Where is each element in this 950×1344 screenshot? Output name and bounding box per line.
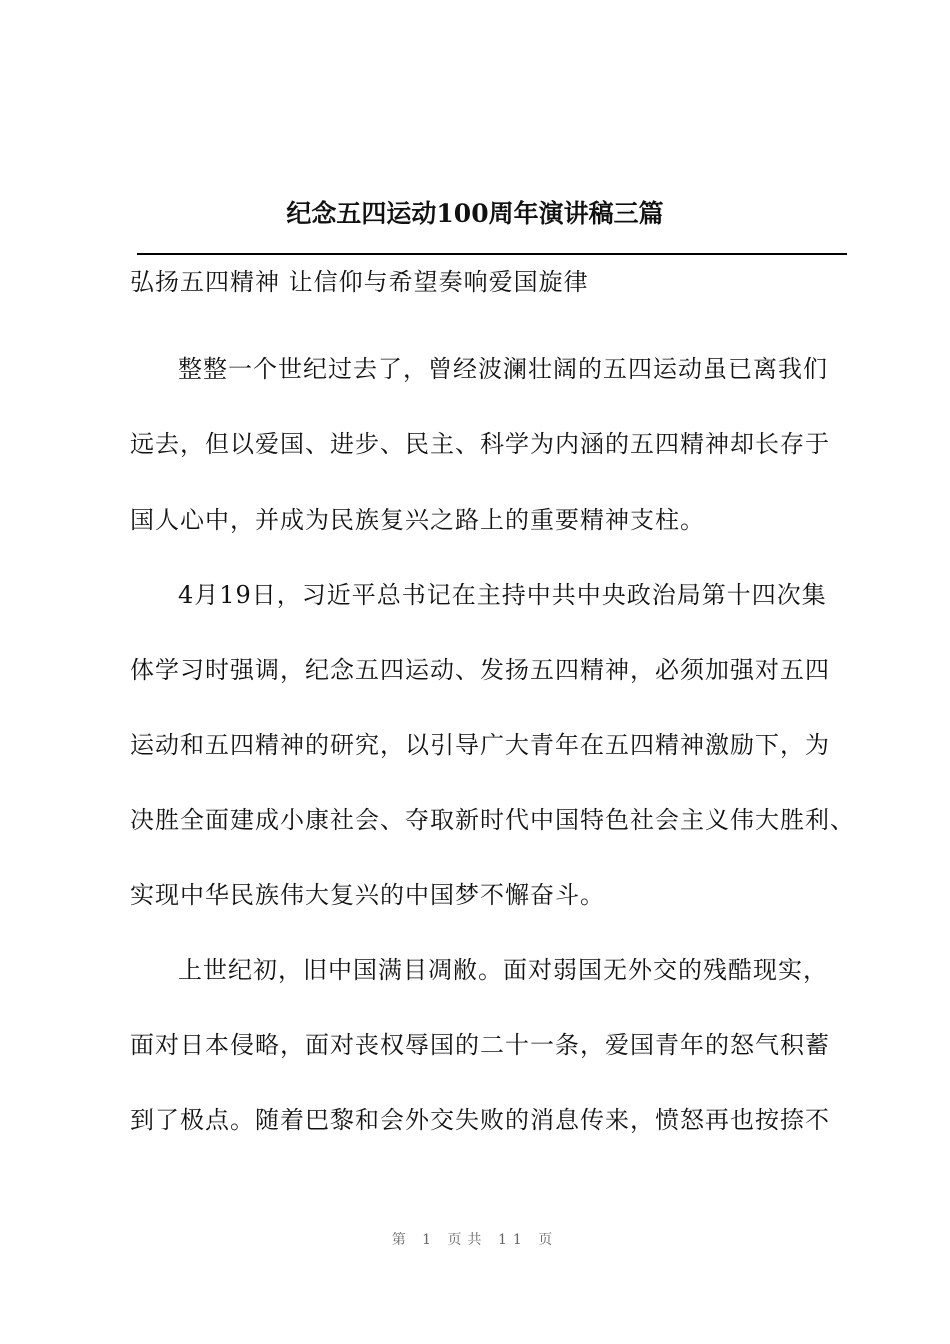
paragraph-2-line-1: 4月19日，习近平总书记在主持中共中央政治局第十四次集 <box>178 581 827 609</box>
page-number-footer: 第 1 页共 11 页 <box>391 1232 559 1248</box>
document-title: 纪念五四运动100周年演讲稿三篇 <box>286 199 664 228</box>
paragraph-3-line-1: 上世纪初，旧中国满目凋敝。面对弱国无外交的残酷现实， <box>178 956 828 984</box>
paragraph-2-line-3: 运动和五四精神的研究，以引导广大青年在五四精神激励下，为 <box>130 731 830 759</box>
paragraph-1-line-1: 整整一个世纪过去了，曾经波澜壮阔的五四运动虽已离我们 <box>178 355 828 383</box>
subtitle: 弘扬五四精神 让信仰与希望奏响爱国旋律 <box>130 268 589 296</box>
paragraph-1-line-3: 国人心中，并成为民族复兴之路上的重要精神支柱。 <box>130 506 705 534</box>
paragraph-3-line-2: 面对日本侵略，面对丧权辱国的二十一条，爱国青年的怒气积蓄 <box>130 1031 830 1059</box>
paragraph-3-line-3: 到了极点。随着巴黎和会外交失败的消息传来，愤怒再也按捺不 <box>130 1106 830 1134</box>
paragraph-2-line-2: 体学习时强调，纪念五四运动、发扬五四精神，必须加强对五四 <box>130 656 830 684</box>
paragraph-1-line-2: 远去，但以爱国、进步、民主、科学为内涵的五四精神却长存于 <box>130 430 830 458</box>
paragraph-2-line-5: 实现中华民族伟大复兴的中国梦不懈奋斗。 <box>130 881 605 909</box>
paragraph-2-line-4: 决胜全面建成小康社会、夺取新时代中国特色社会主义伟大胜利、 <box>130 806 855 834</box>
title-divider <box>137 253 847 255</box>
